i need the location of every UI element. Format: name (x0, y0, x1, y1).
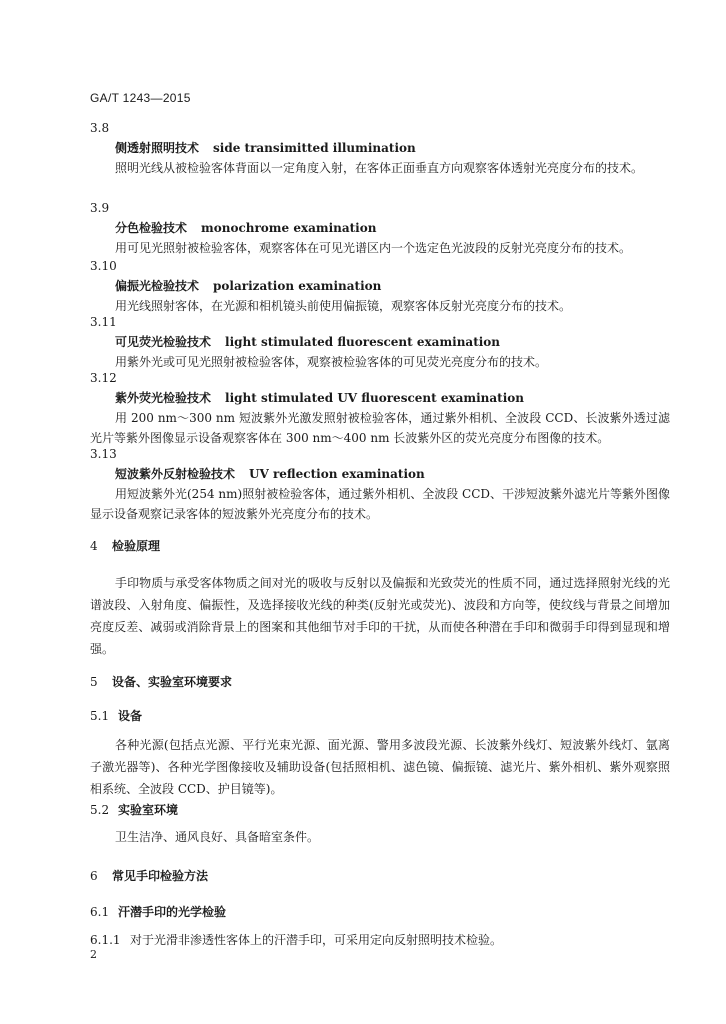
section-6-1-1 (90, 930, 670, 950)
section-number: 5.2 (90, 803, 110, 817)
section-number: 5 (90, 675, 98, 689)
section-title: 常见手印检验方法 (112, 869, 209, 883)
standard-code: GA/T 1243—2015 (90, 91, 191, 105)
section-6 (90, 866, 670, 886)
section-number: 6.1.1 (90, 933, 121, 947)
term-number: 3.12 (90, 371, 117, 385)
term-cn: 偏振光检验技术 (115, 279, 200, 293)
section-5 (90, 672, 670, 692)
section-heading (90, 672, 670, 692)
section-number: 5.1 (90, 709, 110, 723)
section-heading (90, 706, 670, 726)
term-en: light stimulated fluorescent examination (225, 335, 501, 349)
page-number: 2 (90, 948, 97, 961)
term-en: light stimulated UV fluorescent examination (225, 391, 524, 405)
term-cn: 侧透射照明技术 (115, 141, 200, 155)
section-heading (90, 866, 670, 886)
term-title (90, 332, 670, 352)
term-3-8 (90, 118, 670, 178)
term-number: 3.9 (90, 201, 110, 215)
term-definition: 用短波紫外光(254 nm)照射被检验客体，通过紫外相机、全波段 CCD、干涉短波紫外滤光片等紫外图像显示设备观察记录客体的短波紫外光亮度分布的技术。 (90, 487, 670, 521)
term-en: monochrome examination (201, 221, 377, 235)
term-cn: 短波紫外反射检验技术 (115, 467, 236, 481)
term-title (90, 388, 670, 408)
term-3-10 (90, 256, 670, 316)
section-title: 设备、实验室环境要求 (112, 675, 233, 689)
term-definition: 用紫外光或可见光照射被检验客体，观察被检验客体的可见荧光亮度分布的技术。 (115, 355, 548, 369)
section-4 (90, 536, 670, 556)
term-3-13 (90, 444, 670, 524)
term-definition: 照明光线从被检验客体背面以一定角度入射，在客体正面垂直方向观察客体透射光亮度分布的技术。 (115, 161, 644, 175)
section-5-1 (90, 706, 670, 726)
term-3-11 (90, 312, 670, 372)
term-en: polarization examination (213, 279, 382, 293)
term-cn: 紫外荧光检验技术 (115, 391, 212, 405)
section-number: 6 (90, 869, 98, 883)
section-title: 汗潜手印的光学检验 (118, 905, 227, 919)
section-paragraph: 各种光源(包括点光源、平行光束光源、面光源、警用多波段光源、长波紫外线灯、短波紫外线灯、氩离子激光器等)、各种光学图像接收及辅助设备(包括照相机、滤色镜、偏振镜、滤光片、紫外相机、紫外观察照相系统、全波段 CCD、护目镜等)。 (90, 738, 670, 796)
section-title: 设备 (118, 709, 143, 723)
term-definition: 用可见光照射被检验客体，观察客体在可见光谱区内一个选定色光波段的反射光亮度分布的技术。 (115, 241, 632, 255)
term-cn: 分色检验技术 (115, 221, 188, 235)
section-5-1-body (90, 734, 670, 800)
term-number: 3.10 (90, 259, 117, 273)
section-5-2 (90, 800, 670, 820)
section-title: 检验原理 (112, 539, 161, 553)
section-paragraph: 卫生洁净、通风良好、具备暗室条件。 (115, 830, 320, 844)
section-paragraph: 手印物质与承受客体物质之间对光的吸收与反射以及偏振和光致荧光的性质不同，通过选择照射光线的光谱波段、入射角度、偏振性，及选择接收光线的种类(反射光或荧光)、波段和方向等，使纹线与背景之间增加亮度反差、减弱或消除背景上的图案和其他细节对手印的干扰，从而使各种潜在手印和微弱手印得到显现和增强。 (90, 576, 670, 656)
section-heading (90, 800, 670, 820)
section-heading (90, 902, 670, 922)
term-title (90, 218, 670, 238)
section-number: 6.1 (90, 905, 110, 919)
section-5-2-body (90, 826, 670, 848)
section-title: 实验室环境 (118, 803, 179, 817)
term-number: 3.11 (90, 315, 117, 329)
term-3-9 (90, 198, 670, 258)
section-paragraph (90, 930, 670, 950)
term-number: 3.13 (90, 447, 117, 461)
section-6-1 (90, 902, 670, 922)
term-cn: 可见荧光检验技术 (115, 335, 212, 349)
term-definition: 用光线照射客体，在光源和相机镜头前使用偏振镜，观察客体反射光亮度分布的技术。 (115, 299, 572, 313)
term-title (90, 464, 670, 484)
term-definition: 用 200 nm～300 nm 短波紫外光激发照射被检验客体，通过紫外相机、全波段 CCD、长波紫外透过滤光片等紫外图像显示设备观察客体在 300 nm～400 nm 长波紫外区的荧光亮度分布图像的技术。 (90, 411, 670, 445)
term-en: UV reflection examination (249, 467, 425, 481)
term-title (90, 276, 670, 296)
section-number: 4 (90, 539, 98, 553)
term-title (90, 138, 670, 158)
section-4-body (90, 572, 670, 660)
term-number: 3.8 (90, 121, 110, 135)
term-en: side transimitted illumination (213, 141, 416, 155)
section-text: 对于光滑非渗透性客体上的汗潜手印，可采用定向反射照明技术检验。 (130, 933, 503, 947)
section-heading (90, 536, 670, 556)
term-3-12 (90, 368, 670, 448)
